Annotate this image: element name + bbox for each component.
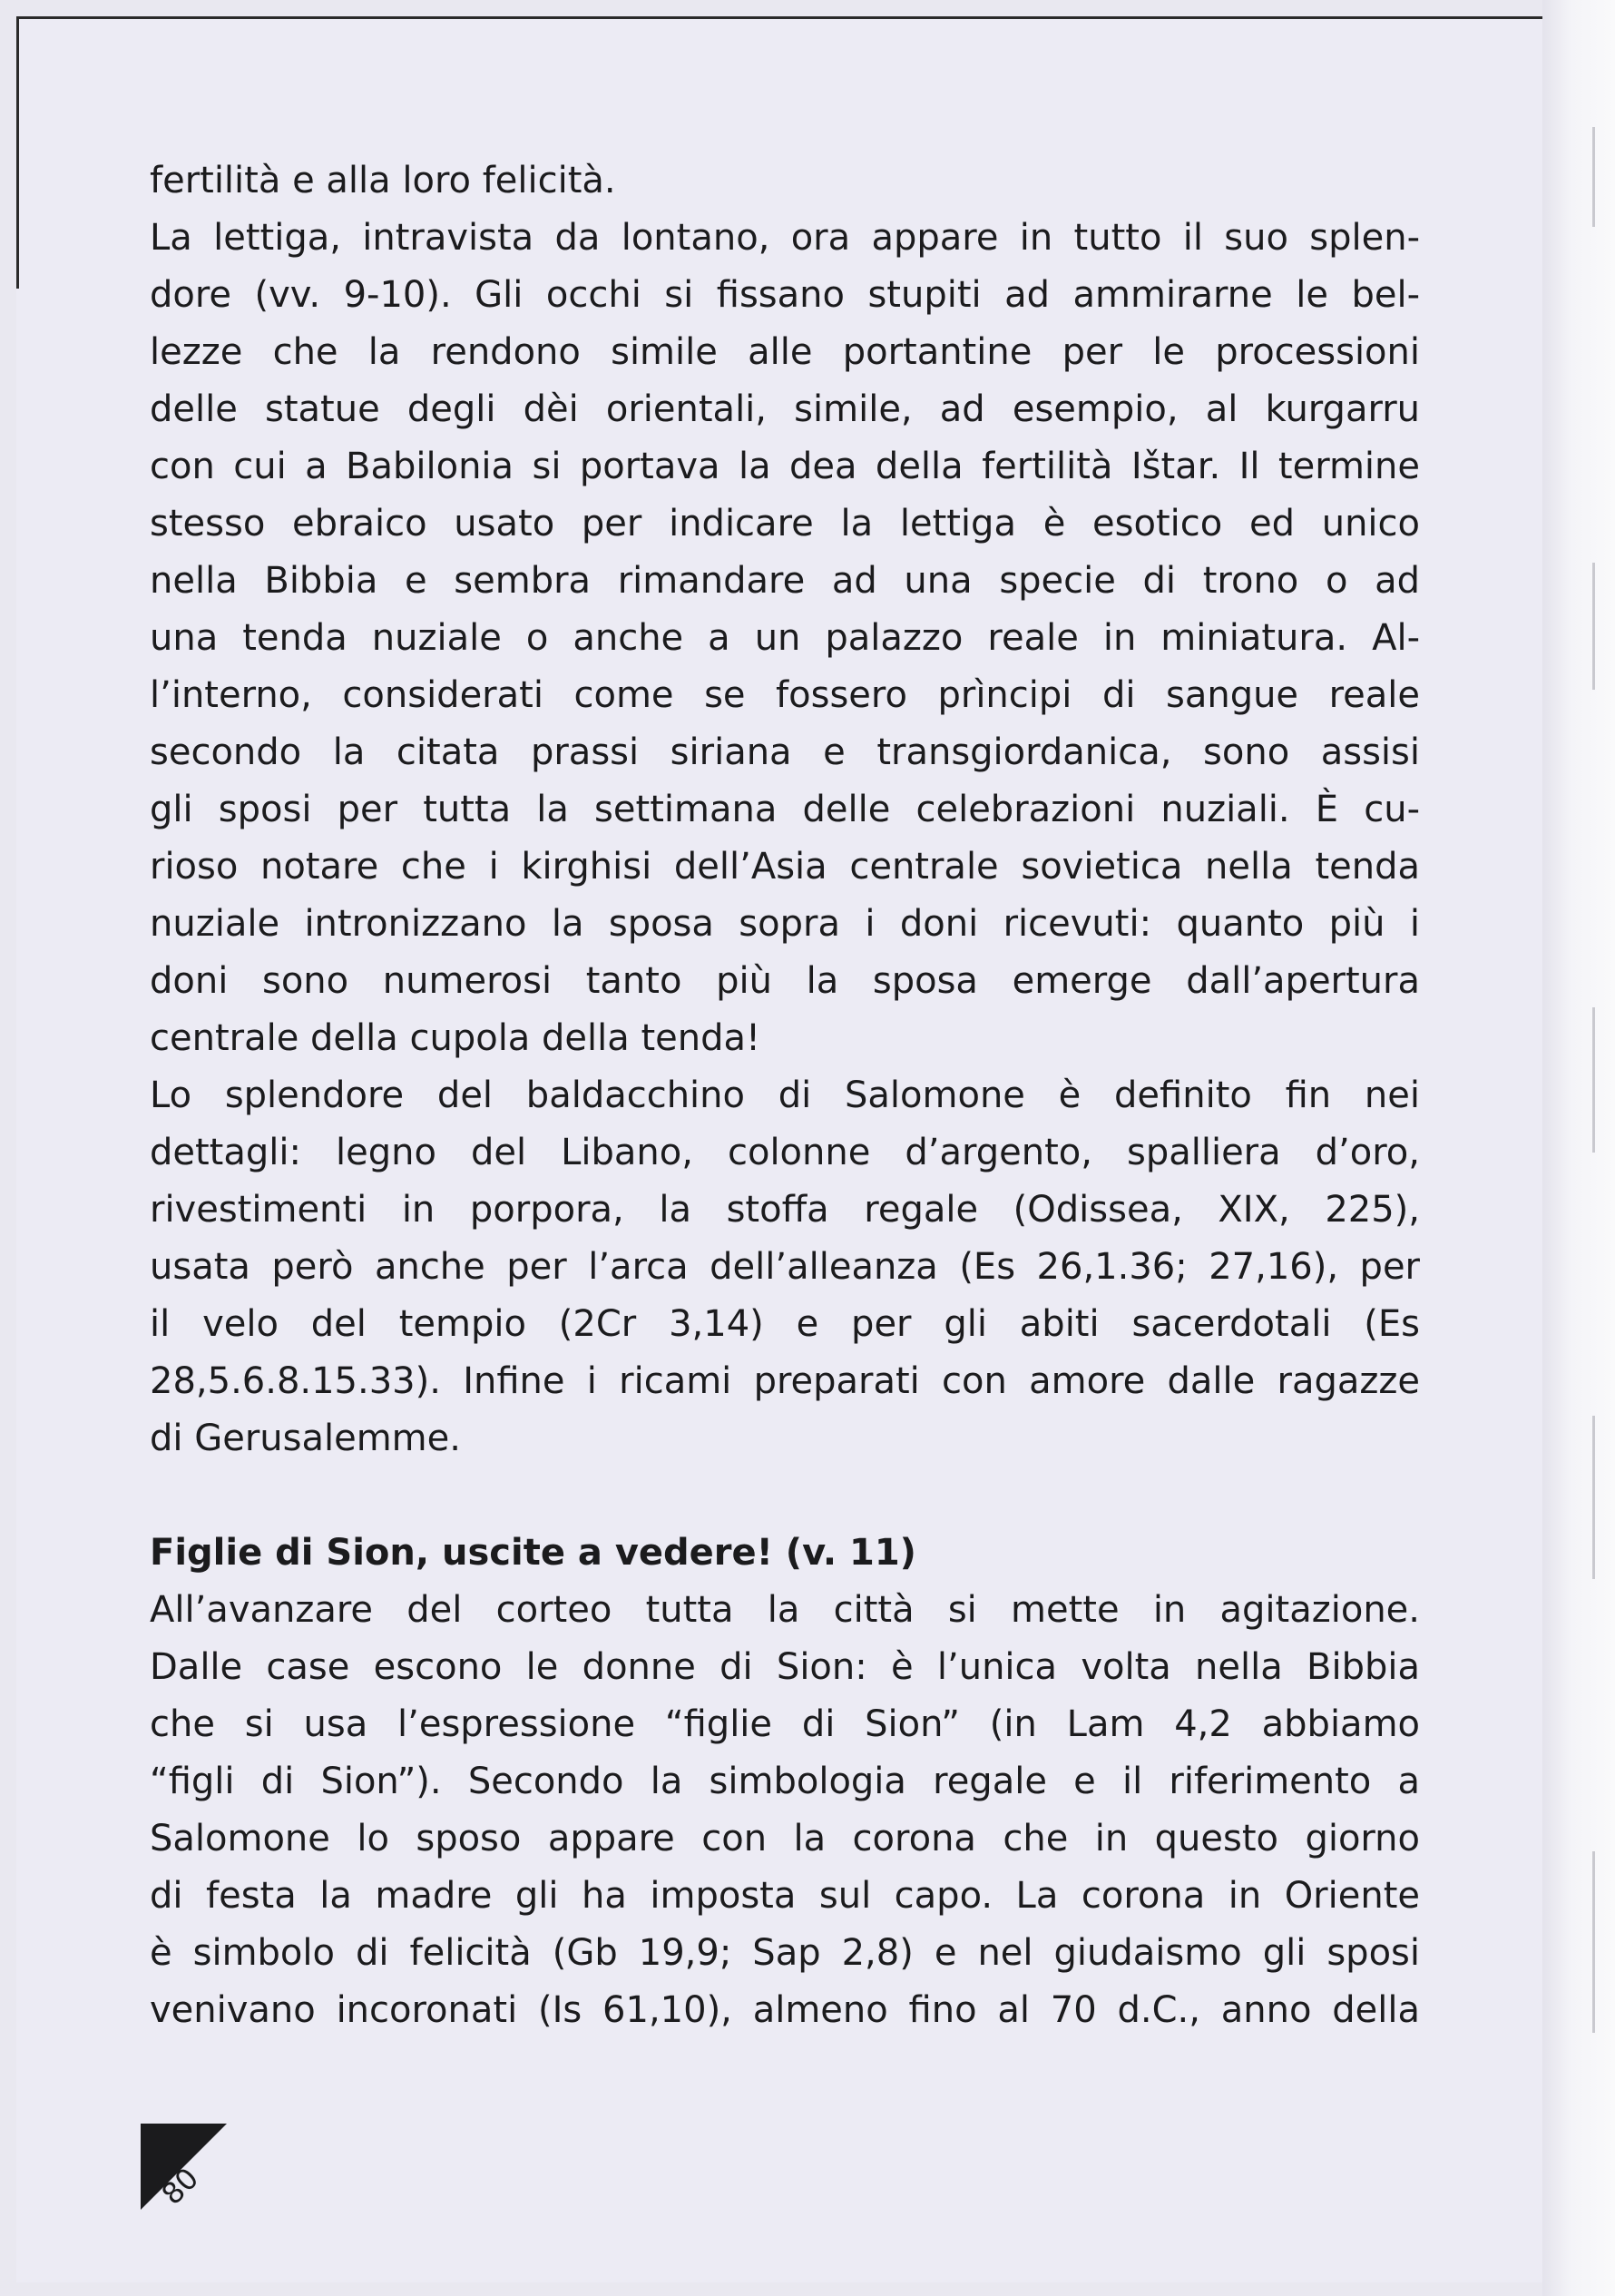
text-line: Lo splendore del baldacchino di Salomone è definito fin nei [150, 1074, 1420, 1116]
text-line: doni sono numerosi tanto più la sposa emerge dall’apertura [150, 960, 1420, 1002]
paragraph-group-1 [150, 152, 1420, 1467]
text-line: fertilità e alla loro felicità. [150, 160, 616, 201]
text-line: dore (vv. 9-10). Gli occhi si fissano stupiti ad ammirarne le bel- [150, 274, 1420, 316]
text-line: di Gerusalemme. [150, 1418, 461, 1459]
text-line: 28,5.6.8.15.33). Infine i ricami preparati con amore dalle ragazze [150, 1360, 1420, 1402]
text-line: lezze che la rendono simile alle portantine per le processioni [150, 331, 1420, 373]
text-line: centrale della cupola della tenda! [150, 1017, 761, 1059]
text-line: nuziale intronizzano la sposa sopra i doni ricevuti: quanto più i [150, 903, 1420, 945]
text-line: “figli di Sion”). Secondo la simbologia regale e il riferimento a [150, 1761, 1420, 1802]
text-line: che si usa l’espressione “figlie di Sion” (in Lam 4,2 abbiamo [150, 1703, 1420, 1745]
text-line: All’avanzare del corteo tutta la città si mette in agitazione. [150, 1589, 1420, 1631]
section-heading: Figlie di Sion, uscite a vedere! (v. 11) [150, 1532, 916, 1574]
text-line: venivano incoronati (Is 61,10), almeno fino al 70 d.C., anno della [150, 1989, 1420, 2031]
text-line: di festa la madre gli ha imposta sul capo. La corona in Oriente [150, 1875, 1420, 1917]
page-left-border [16, 16, 19, 289]
page-number: 80 [154, 2161, 206, 2212]
text-line: usata però anche per l’arca dell’alleanza (Es 26,1.36; 27,16), per [150, 1246, 1420, 1288]
binding-stitch [1592, 1851, 1595, 2033]
text-line: Dalle case escono le donne di Sion: è l’unica volta nella Bibbia [150, 1646, 1420, 1688]
binding-stitch [1592, 1416, 1595, 1579]
binding-stitch [1592, 563, 1595, 690]
text-line: è simbolo di felicità (Gb 19,9; Sap 2,8) e nel giudaismo gli sposi [150, 1932, 1420, 1974]
binding-stitch [1592, 127, 1595, 227]
text-line: delle statue degli dèi orientali, simile, ad esempio, al kurgarru [150, 388, 1420, 430]
binding-stitch [1592, 1007, 1595, 1153]
text-line: l’interno, considerati come se fossero prìncipi di sangue reale [150, 674, 1420, 716]
text-line: gli sposi per tutta la settimana delle celebrazioni nuziali. È cu- [150, 789, 1420, 830]
text-line: rivestimenti in porpora, la stoffa regale (Odissea, XIX, 225), [150, 1189, 1420, 1231]
text-line: La lettiga, intravista da lontano, ora appare in tutto il suo splen- [150, 217, 1420, 259]
paragraph-group-2 [150, 1582, 1420, 2039]
text-line: una tenda nuziale o anche a un palazzo reale in miniatura. Al- [150, 617, 1420, 659]
text-line: dettagli: legno del Libano, colonne d’argento, spalliera d’oro, [150, 1132, 1420, 1173]
page-right-edge [1542, 0, 1615, 2296]
text-line: il velo del tempio (2Cr 3,14) e per gli abiti sacerdotali (Es [150, 1303, 1420, 1345]
body-text [150, 152, 1420, 2039]
text-line: Salomone lo sposo appare con la corona che in questo giorno [150, 1818, 1420, 1859]
text-line: rioso notare che i kirghisi dell’Asia centrale sovietica nella tenda [150, 846, 1420, 888]
text-line: con cui a Babilonia si portava la dea della fertilità Ištar. Il termine [150, 446, 1420, 487]
text-line: nella Bibbia e sembra rimandare ad una specie di trono o ad [150, 560, 1420, 602]
text-line: stesso ebraico usato per indicare la lettiga è esotico ed unico [150, 503, 1420, 545]
text-line: secondo la citata prassi siriana e transgiordanica, sono assisi [150, 731, 1420, 773]
